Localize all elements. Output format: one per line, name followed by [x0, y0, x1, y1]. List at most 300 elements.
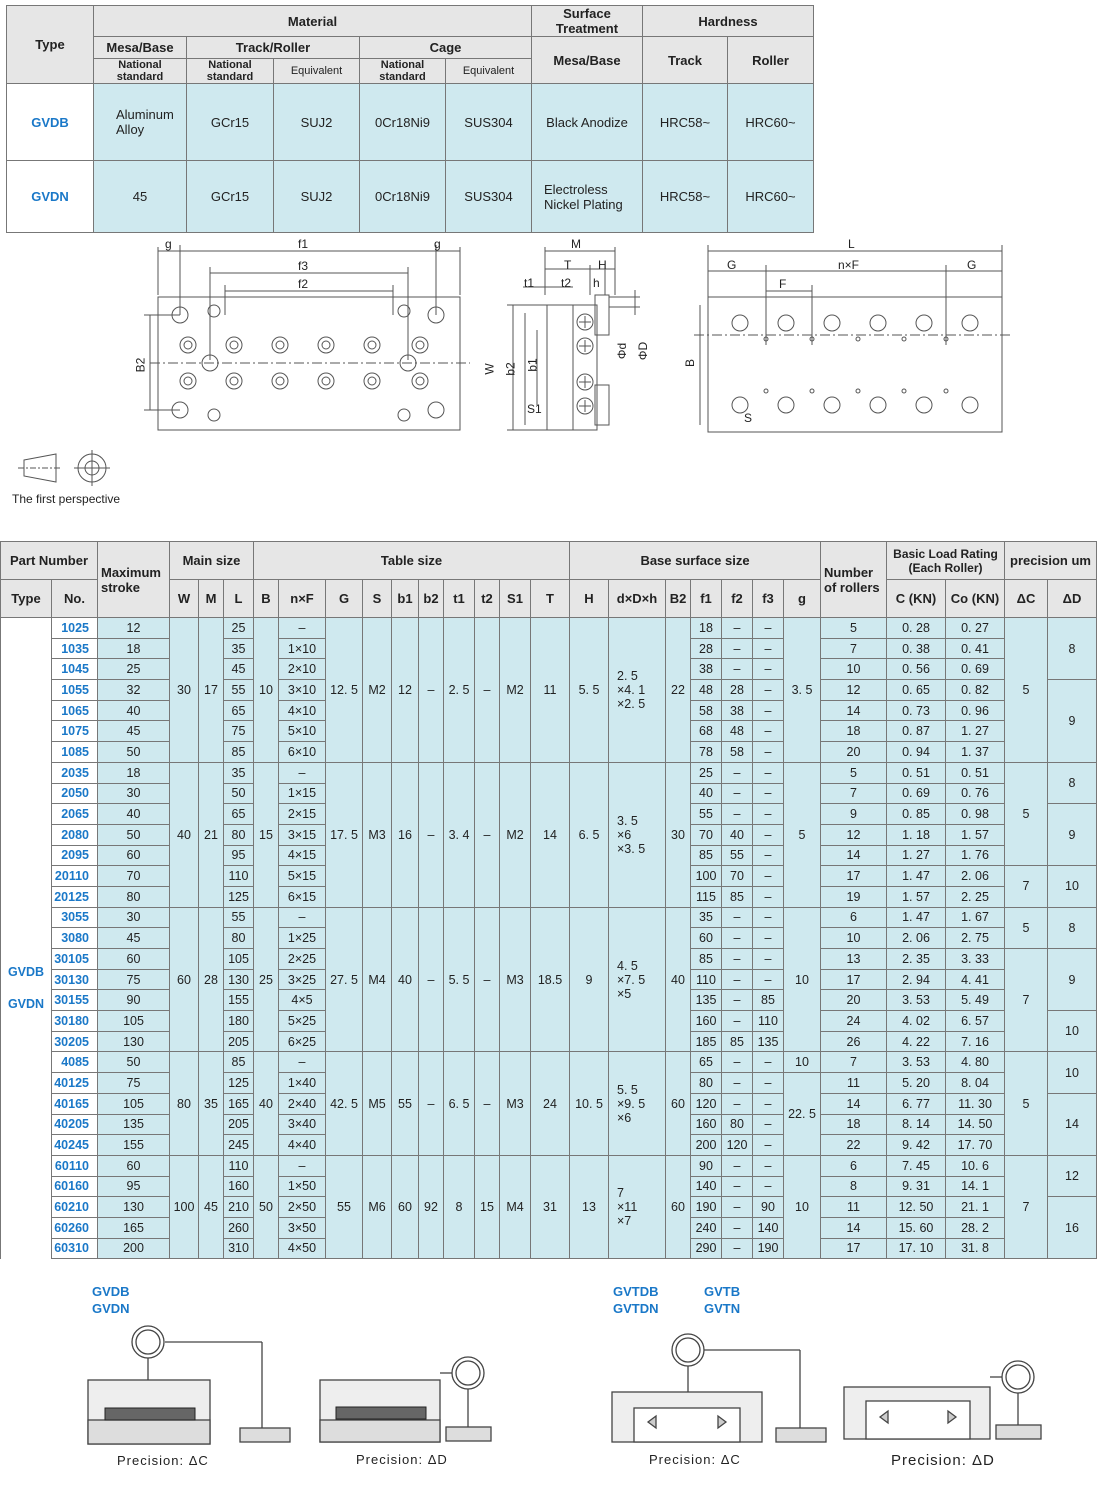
- roller-hardness-cell: HRC60~: [728, 161, 814, 233]
- dD-cell: 14: [1048, 1093, 1097, 1155]
- header-track-roller: Track/Roller: [187, 37, 360, 59]
- material-row: [7, 161, 814, 233]
- part-number-cell: 3055: [52, 907, 98, 928]
- f2-cell: –: [722, 907, 753, 928]
- f3-cell: –: [753, 1114, 784, 1135]
- dC-cell: 5: [1005, 618, 1048, 763]
- header-f3: f3: [753, 580, 784, 618]
- rollers-cell: 13: [821, 949, 887, 970]
- nF-cell: 5×15: [279, 866, 326, 887]
- t1-cell: 3. 4: [444, 762, 475, 907]
- b1-cell: 60: [392, 1155, 419, 1258]
- dDh-line: 2. 5: [617, 668, 638, 683]
- part-number-cell: 40125: [52, 1073, 98, 1094]
- f1-cell: 28: [691, 638, 722, 659]
- track-national-cell: GCr15: [187, 161, 274, 233]
- f1-cell: 80: [691, 1073, 722, 1094]
- C-cell: 1. 47: [887, 866, 946, 887]
- nF-cell: 4×50: [279, 1238, 326, 1259]
- dim-g-right: g: [434, 237, 441, 251]
- Co-cell: 14. 1: [946, 1176, 1005, 1197]
- part-number-cell: 40245: [52, 1135, 98, 1156]
- f3-cell: –: [753, 824, 784, 845]
- Co-cell: 17. 70: [946, 1135, 1005, 1156]
- part-number-cell: 30105: [52, 949, 98, 970]
- nF-cell: 1×40: [279, 1073, 326, 1094]
- label-gvtb: GVTB: [704, 1284, 741, 1299]
- dim-b2: b2: [503, 362, 518, 376]
- bottom-right-type-labels-a: [613, 1283, 659, 1317]
- header-roller: Roller: [728, 37, 814, 84]
- material-row: [7, 84, 814, 161]
- rollers-cell: 11: [821, 1073, 887, 1094]
- dim-phi-D: ΦD: [636, 341, 651, 361]
- part-number-cell: 1035: [52, 638, 98, 659]
- nF-cell: 5×25: [279, 1011, 326, 1032]
- stroke-cell: 95: [98, 1176, 170, 1197]
- header-no: No.: [52, 580, 98, 618]
- Co-cell: 1. 27: [946, 721, 1005, 742]
- first-perspective-icon: [18, 450, 118, 486]
- caption-precision-d-2: Precision: ΔD: [891, 1452, 995, 1469]
- L-cell: 95: [224, 845, 254, 866]
- part-number-cell: 30130: [52, 969, 98, 990]
- rollers-cell: 12: [821, 680, 887, 701]
- dim-M: M: [571, 237, 581, 251]
- caption-precision-d-1: Precision: ΔD: [356, 1452, 448, 1467]
- C-cell: 0. 73: [887, 700, 946, 721]
- C-cell: 1. 18: [887, 824, 946, 845]
- dim-L: L: [848, 237, 855, 251]
- W-cell: 80: [170, 1052, 199, 1155]
- dDh-line: ×4. 1: [617, 682, 646, 697]
- material-table: [6, 5, 814, 233]
- f1-cell: 190: [691, 1197, 722, 1218]
- L-cell: 45: [224, 659, 254, 680]
- table-row: [1, 762, 1097, 783]
- part-number-cell: 1055: [52, 680, 98, 701]
- H-cell: 6. 5: [570, 762, 609, 907]
- f3-cell: –: [753, 907, 784, 928]
- f1-cell: 185: [691, 1031, 722, 1052]
- f2-cell: –: [722, 1176, 753, 1197]
- L-cell: 110: [224, 866, 254, 887]
- header-material: Material: [94, 6, 532, 37]
- rollers-cell: 12: [821, 824, 887, 845]
- Co-cell: 4. 80: [946, 1052, 1005, 1073]
- f2-cell: 58: [722, 742, 753, 763]
- S-cell: M6: [363, 1155, 392, 1258]
- label-gvtdn: GVTDN: [613, 1301, 659, 1316]
- stroke-cell: 40: [98, 700, 170, 721]
- dim-t2: t2: [561, 276, 572, 290]
- dim-f3: f3: [298, 259, 309, 273]
- track-hardness-cell: HRC58~: [643, 161, 728, 233]
- f1-cell: 58: [691, 700, 722, 721]
- Co-cell: 7. 16: [946, 1031, 1005, 1052]
- C-cell: 2. 94: [887, 969, 946, 990]
- L-cell: 260: [224, 1217, 254, 1238]
- Co-cell: 0. 96: [946, 700, 1005, 721]
- Co-cell: 4. 41: [946, 969, 1005, 990]
- nF-cell: 6×25: [279, 1031, 326, 1052]
- rollers-cell: 20: [821, 742, 887, 763]
- B-cell: 25: [254, 907, 279, 1052]
- header-main-size: Main size: [170, 542, 254, 580]
- C-cell: 2. 35: [887, 949, 946, 970]
- part-number-cell: 2095: [52, 845, 98, 866]
- f1-cell: 18: [691, 618, 722, 639]
- rollers-cell: 10: [821, 928, 887, 949]
- header-national-1: National standard: [94, 59, 187, 84]
- Co-cell: 21. 1: [946, 1197, 1005, 1218]
- track-equivalent-cell: SUJ2: [274, 84, 360, 161]
- stroke-cell: 105: [98, 1093, 170, 1114]
- dC-cell: 7: [1005, 1155, 1048, 1258]
- f3-cell: –: [753, 866, 784, 887]
- rollers-cell: 11: [821, 1197, 887, 1218]
- part-number-cell: 30155: [52, 990, 98, 1011]
- header-dDh: d×D×h: [609, 580, 666, 618]
- nF-cell: 4×5: [279, 990, 326, 1011]
- nF-cell: 2×25: [279, 949, 326, 970]
- L-cell: 105: [224, 949, 254, 970]
- part-number-cell: 1045: [52, 659, 98, 680]
- stroke-cell: 105: [98, 1011, 170, 1032]
- dDh-line: 4. 5: [617, 958, 638, 973]
- rollers-cell: 8: [821, 1176, 887, 1197]
- C-cell: 9. 31: [887, 1176, 946, 1197]
- dim-t1: t1: [524, 276, 535, 290]
- part-number-cell: 1075: [52, 721, 98, 742]
- f3-cell: 190: [753, 1238, 784, 1259]
- f3-cell: 140: [753, 1217, 784, 1238]
- rollers-cell: 26: [821, 1031, 887, 1052]
- bottom-right-type-labels-b: [704, 1283, 740, 1317]
- precision-c-illustration-2: [608, 1320, 848, 1450]
- G-cell: 12. 5: [326, 618, 363, 763]
- Co-cell: 1. 37: [946, 742, 1005, 763]
- stroke-cell: 40: [98, 804, 170, 825]
- Co-cell: 2. 06: [946, 866, 1005, 887]
- C-cell: 0. 87: [887, 721, 946, 742]
- f2-cell: –: [722, 1073, 753, 1094]
- dD-cell: 8: [1048, 618, 1097, 680]
- stroke-cell: 75: [98, 1073, 170, 1094]
- stroke-cell: 50: [98, 824, 170, 845]
- f3-cell: –: [753, 969, 784, 990]
- header-part-number: Part Number: [1, 542, 98, 580]
- L-cell: 85: [224, 1052, 254, 1073]
- type-cell: GVDB: [7, 84, 94, 161]
- dDh-cell: [609, 907, 666, 1052]
- G-cell: 55: [326, 1155, 363, 1258]
- side-view-drawing: [495, 235, 670, 435]
- header-cage: Cage: [360, 37, 532, 59]
- f2-cell: –: [722, 990, 753, 1011]
- f2-cell: –: [722, 659, 753, 680]
- header-t2: t2: [475, 580, 500, 618]
- nF-cell: 3×50: [279, 1217, 326, 1238]
- f2-cell: 120: [722, 1135, 753, 1156]
- f2-cell: –: [722, 1155, 753, 1176]
- dDh-line: ×6: [617, 827, 632, 842]
- t2-cell: –: [475, 907, 500, 1052]
- nF-cell: 3×15: [279, 824, 326, 845]
- f2-cell: 85: [722, 1031, 753, 1052]
- nF-cell: 1×25: [279, 928, 326, 949]
- header-track: Track: [643, 37, 728, 84]
- dim-S: S: [744, 411, 753, 425]
- L-cell: 180: [224, 1011, 254, 1032]
- part-number-cell: 1085: [52, 742, 98, 763]
- B2-cell: 40: [666, 907, 691, 1052]
- C-cell: 5. 20: [887, 1073, 946, 1094]
- t1-cell: 8: [444, 1155, 475, 1258]
- f1-cell: 240: [691, 1217, 722, 1238]
- surface-cell: Electroless Nickel Plating: [532, 161, 643, 233]
- C-cell: 6. 77: [887, 1093, 946, 1114]
- dDh-line: 7: [617, 1186, 624, 1201]
- header-load: Basic Load Rating (Each Roller): [887, 542, 1005, 580]
- f1-cell: 65: [691, 1052, 722, 1073]
- stroke-cell: 32: [98, 680, 170, 701]
- f1-cell: 110: [691, 969, 722, 990]
- C-cell: 7. 45: [887, 1155, 946, 1176]
- rollers-cell: 22: [821, 1135, 887, 1156]
- L-cell: 160: [224, 1176, 254, 1197]
- f3-cell: –: [753, 721, 784, 742]
- stroke-cell: 200: [98, 1238, 170, 1259]
- f2-cell: –: [722, 1197, 753, 1218]
- Co-cell: 0. 51: [946, 762, 1005, 783]
- dDh-cell: [609, 618, 666, 763]
- header-base-surface: Base surface size: [570, 542, 821, 580]
- f3-cell: –: [753, 928, 784, 949]
- W-cell: 60: [170, 907, 199, 1052]
- f1-cell: 70: [691, 824, 722, 845]
- M-cell: 28: [199, 907, 224, 1052]
- dDh-line: ×11: [617, 1200, 638, 1215]
- stroke-cell: 130: [98, 1197, 170, 1218]
- rollers-cell: 14: [821, 1093, 887, 1114]
- f2-cell: –: [722, 1217, 753, 1238]
- L-cell: 205: [224, 1031, 254, 1052]
- b1-cell: 16: [392, 762, 419, 907]
- stroke-cell: 165: [98, 1217, 170, 1238]
- S1-cell: M3: [500, 1052, 531, 1155]
- dim-phi-d: Φd: [615, 342, 630, 360]
- f3-cell: –: [753, 618, 784, 639]
- nF-cell: 1×10: [279, 638, 326, 659]
- C-cell: 0. 69: [887, 783, 946, 804]
- f1-cell: 48: [691, 680, 722, 701]
- T-cell: 31: [531, 1155, 570, 1258]
- header-B2: B2: [666, 580, 691, 618]
- header-B: B: [254, 580, 279, 618]
- mesa-cell: 45: [94, 161, 187, 233]
- f1-cell: 160: [691, 1114, 722, 1135]
- track-equivalent-cell: SUJ2: [274, 161, 360, 233]
- header-surface: Surface Treatment: [532, 6, 643, 37]
- bottom-left-type-labels: [92, 1283, 130, 1317]
- dim-T: T: [564, 258, 572, 272]
- cage-equivalent-cell: SUS304: [446, 84, 532, 161]
- C-cell: 3. 53: [887, 990, 946, 1011]
- G-cell: 27. 5: [326, 907, 363, 1052]
- stroke-cell: 75: [98, 969, 170, 990]
- f1-cell: 120: [691, 1093, 722, 1114]
- Co-cell: 0. 76: [946, 783, 1005, 804]
- dDh-line: ×6: [617, 1110, 632, 1125]
- header-C: C (KN): [887, 580, 946, 618]
- Co-cell: 1. 57: [946, 824, 1005, 845]
- part-number-cell: 30205: [52, 1031, 98, 1052]
- label-gvtn: GVTN: [704, 1301, 741, 1316]
- first-perspective-label: The first perspective: [12, 492, 121, 506]
- t2-cell: –: [475, 1052, 500, 1155]
- type-label-gvdn: GVDN: [7, 997, 45, 1012]
- b2-cell: –: [419, 907, 444, 1052]
- t2-cell: –: [475, 618, 500, 763]
- header-H: H: [570, 580, 609, 618]
- header-t1: t1: [444, 580, 475, 618]
- f3-cell: –: [753, 762, 784, 783]
- rollers-cell: 24: [821, 1011, 887, 1032]
- rollers-cell: 18: [821, 721, 887, 742]
- Co-cell: 2. 25: [946, 886, 1005, 907]
- dC-cell: 7: [1005, 866, 1048, 907]
- nF-cell: 2×15: [279, 804, 326, 825]
- f3-cell: –: [753, 742, 784, 763]
- g-cell: 22. 5: [784, 1073, 821, 1156]
- C-cell: 2. 06: [887, 928, 946, 949]
- rollers-cell: 6: [821, 907, 887, 928]
- L-cell: 155: [224, 990, 254, 1011]
- C-cell: 1. 47: [887, 907, 946, 928]
- Co-cell: 5. 49: [946, 990, 1005, 1011]
- T-cell: 18.5: [531, 907, 570, 1052]
- f3-cell: –: [753, 659, 784, 680]
- dD-cell: 10: [1048, 1052, 1097, 1093]
- W-cell: 30: [170, 618, 199, 763]
- dD-cell: 10: [1048, 866, 1097, 907]
- f3-cell: –: [753, 1176, 784, 1197]
- Co-cell: 3. 33: [946, 949, 1005, 970]
- dC-cell: 5: [1005, 762, 1048, 865]
- f1-cell: 160: [691, 1011, 722, 1032]
- f3-cell: –: [753, 949, 784, 970]
- dim-S1: S1: [527, 402, 542, 416]
- surface-cell: Black Anodize: [532, 84, 643, 161]
- f2-cell: –: [722, 1238, 753, 1259]
- Co-cell: 0. 27: [946, 618, 1005, 639]
- dDh-line: ×3. 5: [617, 841, 646, 856]
- Co-cell: 10. 6: [946, 1155, 1005, 1176]
- stroke-cell: 30: [98, 783, 170, 804]
- dDh-line: ×7: [617, 1214, 632, 1229]
- header-dC: ΔC: [1005, 580, 1048, 618]
- mesa-cell: Aluminum Alloy: [94, 84, 187, 161]
- M-cell: 21: [199, 762, 224, 907]
- table-row: [1, 1052, 1097, 1073]
- M-cell: 35: [199, 1052, 224, 1155]
- label-gvtdb: GVTDB: [613, 1284, 659, 1299]
- nF-cell: 5×10: [279, 721, 326, 742]
- part-number-cell: 60160: [52, 1176, 98, 1197]
- track-hardness-cell: HRC58~: [643, 84, 728, 161]
- f2-cell: 38: [722, 700, 753, 721]
- Co-cell: 2. 75: [946, 928, 1005, 949]
- roller-hardness-cell: HRC60~: [728, 84, 814, 161]
- dC-cell: 7: [1005, 949, 1048, 1052]
- L-cell: 245: [224, 1135, 254, 1156]
- header-M: M: [199, 580, 224, 618]
- nF-cell: 1×50: [279, 1176, 326, 1197]
- dDh-cell: [609, 762, 666, 907]
- rollers-cell: 6: [821, 1155, 887, 1176]
- header-b1: b1: [392, 580, 419, 618]
- stroke-cell: 155: [98, 1135, 170, 1156]
- spec-table: [0, 541, 1097, 1259]
- nF-cell: 2×10: [279, 659, 326, 680]
- C-cell: 17. 10: [887, 1238, 946, 1259]
- b2-cell: –: [419, 1052, 444, 1155]
- S1-cell: M2: [500, 762, 531, 907]
- table-row: [1, 618, 1097, 639]
- L-cell: 25: [224, 618, 254, 639]
- dim-f1: f1: [298, 237, 309, 251]
- f2-cell: –: [722, 762, 753, 783]
- S1-cell: M2: [500, 618, 531, 763]
- t1-cell: 5. 5: [444, 907, 475, 1052]
- B-cell: 15: [254, 762, 279, 907]
- f2-cell: –: [722, 1052, 753, 1073]
- stroke-cell: 18: [98, 762, 170, 783]
- table-row: [1, 907, 1097, 928]
- f3-cell: –: [753, 638, 784, 659]
- header-G: G: [326, 580, 363, 618]
- roller-icons: [577, 314, 593, 414]
- L-cell: 35: [224, 762, 254, 783]
- nF-cell: –: [279, 618, 326, 639]
- header-table-size: Table size: [254, 542, 570, 580]
- dDh-line: ×7. 5: [617, 972, 646, 987]
- H-cell: 5. 5: [570, 618, 609, 763]
- rollers-cell: 7: [821, 1052, 887, 1073]
- f1-cell: 78: [691, 742, 722, 763]
- header-surface-mesa: Mesa/Base: [532, 37, 643, 84]
- b2-cell: 92: [419, 1155, 444, 1258]
- g-cell: 5: [784, 762, 821, 907]
- f1-cell: 85: [691, 845, 722, 866]
- S1-cell: M4: [500, 1155, 531, 1258]
- f3-cell: –: [753, 700, 784, 721]
- header-equivalent-2: Equivalent: [446, 59, 532, 84]
- nF-cell: 4×40: [279, 1135, 326, 1156]
- header-S: S: [363, 580, 392, 618]
- C-cell: 4. 02: [887, 1011, 946, 1032]
- dDh-cell: [609, 1052, 666, 1155]
- H-cell: 10. 5: [570, 1052, 609, 1155]
- C-cell: 15. 60: [887, 1217, 946, 1238]
- caption-precision-c-1: Precision: ΔC: [117, 1453, 209, 1468]
- header-nF: n×F: [279, 580, 326, 618]
- header-hardness: Hardness: [643, 6, 814, 37]
- part-number-cell: 30180: [52, 1011, 98, 1032]
- g-cell: 10: [784, 1155, 821, 1258]
- f2-cell: 85: [722, 886, 753, 907]
